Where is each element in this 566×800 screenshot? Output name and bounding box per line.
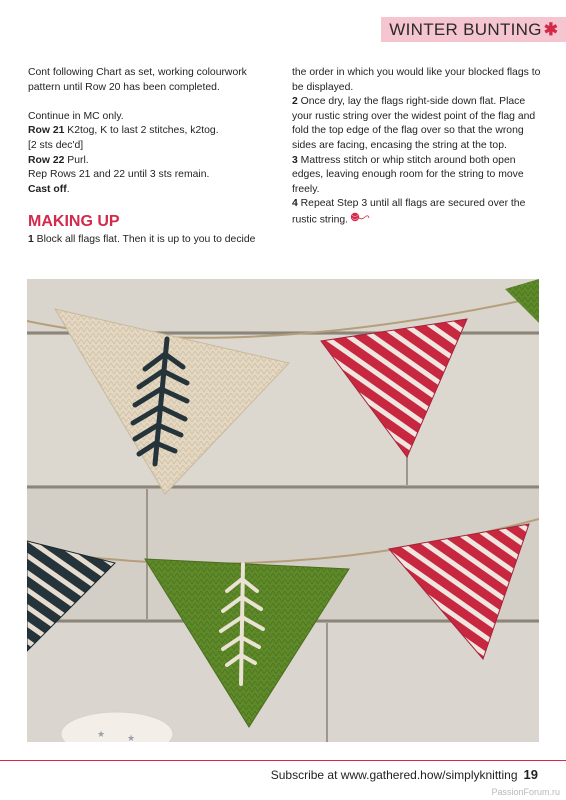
footer-divider xyxy=(0,760,566,761)
step-text: Once dry, lay the flags right-side down flat. Place your rustic string over the widest point of the flag and fold the top edge of the flag over so that the wrong sides are facing, encasing the string at the top. xyxy=(292,96,536,151)
row-label: Row 22 xyxy=(28,154,65,166)
step-number: 4 xyxy=(292,198,298,210)
left-column xyxy=(28,66,278,248)
step-4 xyxy=(292,197,542,228)
right-column xyxy=(292,66,542,228)
step-1-continued: the order in which you would like your blocked flags to be displayed. xyxy=(292,67,541,93)
bunting-photo-illustration xyxy=(27,279,539,742)
section-header-tab xyxy=(381,17,566,42)
step-3 xyxy=(292,154,542,198)
svg-text:★: ★ xyxy=(127,734,136,742)
paragraph: Continue in MC only. xyxy=(28,110,124,122)
step-number: 2 xyxy=(292,96,298,108)
step-text: Mattress stitch or whip stitch around both open edges, leaving enough room for the string to move freely. xyxy=(292,154,524,195)
paragraph: Cont following Chart as set, working colourwork pattern until Row 20 has been completed. xyxy=(28,67,247,93)
row-text: Purl. xyxy=(64,154,89,166)
castoff-instruction xyxy=(28,183,278,198)
castoff-end: . xyxy=(66,183,70,195)
row-instruction xyxy=(28,154,278,169)
section-title: WINTER BUNTING xyxy=(389,19,542,39)
step-1 xyxy=(28,233,278,248)
page-number: 19 xyxy=(523,767,538,782)
row-text: K2tog, K to last 2 stitches, k2tog. xyxy=(64,125,219,137)
step-2 xyxy=(292,95,542,153)
svg-text:★: ★ xyxy=(97,730,106,740)
row-label: Row 21 xyxy=(28,125,65,137)
watermark: PassionForum.ru xyxy=(491,787,560,797)
subscribe-link[interactable]: Subscribe at www.gathered.how/simplyknitting xyxy=(270,768,518,782)
row-instruction xyxy=(28,124,278,139)
yarn-ball-icon xyxy=(350,212,370,228)
footer xyxy=(271,767,538,782)
step-number: 1 xyxy=(28,234,34,246)
star-icon: ✱ xyxy=(543,19,558,39)
row-note: [2 sts dec'd] xyxy=(28,139,84,151)
step-number: 3 xyxy=(292,154,298,166)
step-text: Block all flags flat. Then it is up to you to decide xyxy=(33,234,256,246)
step-text: Repeat Step 3 until all flags are secured over the rustic string. xyxy=(292,198,526,226)
making-up-heading: MAKING UP xyxy=(28,213,120,231)
bunting-photo xyxy=(27,279,539,742)
castoff-label: Cast off xyxy=(28,183,67,195)
repeat-instruction: Rep Rows 21 and 22 until 3 sts remain. xyxy=(28,169,210,181)
